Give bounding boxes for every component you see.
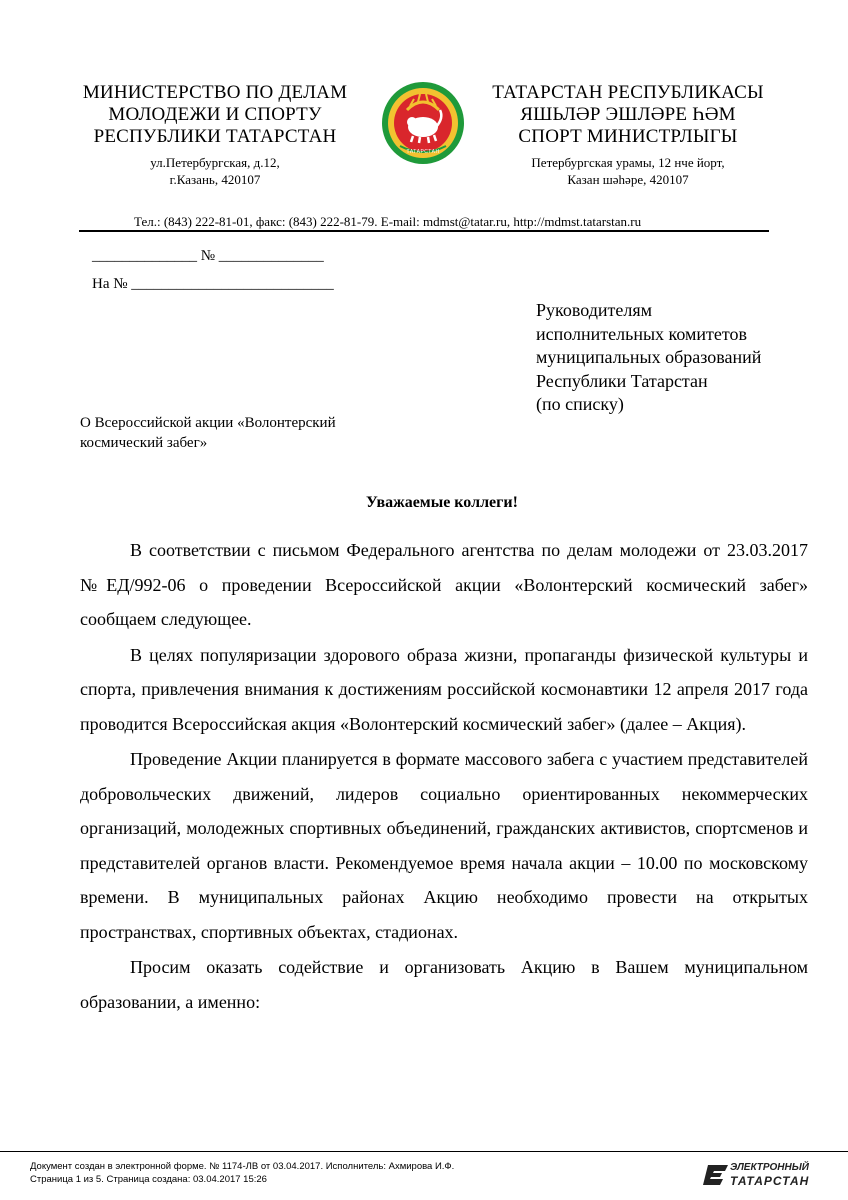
body-paragraph: В соответствии с письмом Федерального агентства по делам молодежи от 23.03.2017 №ЕД/992-06 о проведении Всероссийской акции «Волонтерский космический забег» сообщаем следующее. [80, 540, 808, 629]
subject-line: космический забег» [80, 435, 208, 451]
address-line: Казан шәһәре, 420107 [567, 172, 689, 187]
tatarstan-emblem [380, 80, 466, 166]
registration-number-line: ______________ № ______________ [92, 248, 324, 264]
letter-subject [80, 413, 420, 453]
body-paragraph: В целях популяризации здорового образа жизни, пропаганды физической культуры и спорта, привлечения внимания к достижениям российской космонавтики 12 апреля 2017 года проводится Всероссийская акция «Волонтерский космический забег» (далее – Акция). [80, 644, 808, 734]
letter-body [80, 533, 808, 1020]
address-line: Петербургская урамы, 12 нче йорт, [531, 155, 725, 170]
reference-number-line: На № ___________________________ [92, 276, 334, 292]
brand-text-bottom: ТАТАРСТАН [730, 1174, 810, 1188]
ministry-name-tt-line: ЯШЬЛӘР ЭШЛӘРЕ ҺӘМ [520, 104, 736, 125]
addressee-line: (по списку) [536, 394, 624, 414]
e-tatarstan-icon [702, 1162, 730, 1188]
contacts-line: Тел.: (843) 222-81-01, факс: (843) 222-81-79. E-mail: mdmst@tatar.ru, http://mdmst.tatarstan.ru [134, 214, 642, 229]
electronic-tatarstan-logo [702, 1160, 822, 1190]
address-line: г.Казань, 420107 [169, 172, 261, 187]
addressee-line: Республики Татарстан [536, 370, 708, 391]
addressee-block [536, 299, 836, 417]
body-paragraph: Просим оказать содействие и организовать Акцию в Вашем муниципальном образовании, а именно: [80, 957, 808, 1012]
ministry-name-tt-line: ТАТАРСТАН РЕСПУБЛИКАСЫ [492, 82, 764, 103]
ministry-name-ru-line: МИНИСТЕРСТВО ПО ДЕЛАМ [82, 82, 348, 103]
subject-line: О Всероссийской акции «Волонтерский [80, 415, 336, 431]
ministry-name-tt-line: СПОРТ МИНИСТРЛЫГЫ [518, 126, 738, 147]
ministry-header-tt [482, 82, 774, 188]
addressee-line: Руководителям [536, 300, 652, 320]
footer-line: Страница 1 из 5. Страница создана: 03.04.2017 15:26 [30, 1174, 267, 1185]
document-footer [30, 1160, 630, 1186]
addressee-line: исполнительных комитетов [536, 323, 748, 344]
greeting: Уважаемые коллеги! [366, 494, 518, 511]
ministry-address-tt [482, 154, 774, 188]
ministry-name-ru-line: РЕСПУБЛИКИ ТАТАРСТАН [93, 126, 337, 147]
header-divider [79, 230, 769, 232]
footer-divider [0, 1151, 848, 1152]
ministry-name-ru-line: МОЛОДЕЖИ И СПОРТУ [108, 104, 322, 125]
brand-text-top: ЭЛЕКТРОННЫЙ [730, 1162, 809, 1173]
ministry-address-ru [70, 154, 360, 188]
body-paragraph: Проведение Акции планируется в формате массового забега с участием представителей добровольческих движений, лидеров социально ориентированных некоммерческих организаций, молодежных спортивных объединений, гражданских активистов, спортсменов и представителей органов власти. Рекомендуемое время начала акции – 10.00 по московскому времени. В муниципальных районах Акцию необходимо провести на открытых пространствах, спортивных объектах, стадионах. [80, 749, 808, 942]
address-line: ул.Петербургская, д.12, [150, 155, 280, 170]
emblem-caption: ТАТАРСТАН [406, 149, 440, 155]
footer-line: Документ создан в электронной форме. № 1174-ЛВ от 03.04.2017. Исполнитель: Ахмирова И.Ф. [30, 1161, 455, 1172]
ministry-header-ru [70, 82, 360, 188]
addressee-line: муниципальных образований [536, 347, 762, 367]
